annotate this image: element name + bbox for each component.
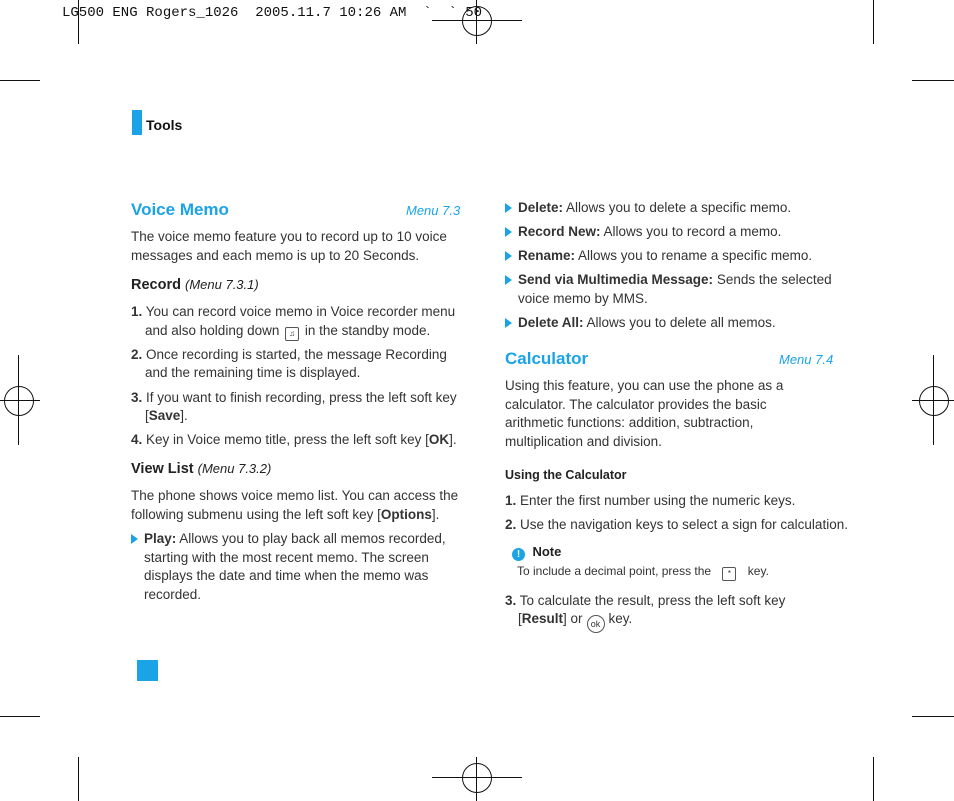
registration-mark-icon [4, 386, 34, 416]
text-span: Sends the selected [716, 272, 832, 287]
text-line: displays the date and time when the memo was [144, 568, 429, 583]
text-span: Enter the first number using the numeric keys. [520, 493, 796, 508]
note-icon: ! [512, 548, 525, 561]
record-step-3 [131, 389, 457, 408]
bullet-label: Delete All: [518, 315, 584, 330]
calculator-menu-ref: Menu 7.4 [779, 352, 834, 367]
ok-key-icon: ok [587, 615, 605, 633]
step-number: 3. [131, 390, 143, 405]
crop-mark [912, 80, 954, 81]
crop-mark [0, 716, 40, 717]
bullet-arrow-icon [505, 251, 512, 261]
print-header: LG500 ENG Rogers_1026 2005.11.7 10:26 AM ` ` 50 [62, 5, 483, 21]
options-key-label: Options [380, 506, 432, 522]
record-step-2 [131, 346, 447, 365]
text-line: calculator. The calculator provides the basic [505, 396, 767, 412]
record-menu-ref: (Menu 7.3.1) [185, 277, 259, 292]
bullet-arrow-icon [505, 227, 512, 237]
text-span: To include a decimal point, press the [517, 564, 712, 578]
text-line: Once recording is started, the message Recording [146, 347, 447, 362]
text-line: starting with the most recent memo. The screen [144, 549, 429, 565]
text-span: Allows you to rename a specific memo. [578, 248, 813, 263]
registration-mark-icon [462, 763, 492, 793]
text-span: ] or [563, 611, 583, 626]
bullet-label: Send via Multimedia Message: [518, 272, 714, 287]
bracket: ]. [431, 506, 440, 522]
text-line: recorded. [144, 586, 202, 602]
text-line: in the standby mode. [304, 323, 431, 338]
note-heading [512, 543, 561, 561]
voice-memo-menu-ref: Menu 7.3 [406, 203, 461, 218]
text-line: The voice memo feature you to record up to 10 voice [131, 229, 447, 244]
record-step-1-cont [145, 322, 430, 341]
bullet-text [518, 199, 791, 218]
crop-mark [873, 757, 874, 801]
text-span: Allows you to play back all memos recorded, [179, 531, 446, 546]
star-key-icon: * [722, 567, 736, 581]
ok-key-label: OK [428, 432, 450, 447]
text-line: You can record voice memo in Voice recorder menu [145, 304, 456, 319]
step-number: 2. [131, 347, 143, 362]
bullet-arrow-icon [505, 275, 512, 285]
bullet-text [518, 223, 781, 242]
step-number: 3. [505, 593, 517, 608]
bullet-arrow-icon [505, 203, 512, 213]
text-line: arithmetic functions: addition, subtraction, [505, 415, 754, 430]
calc-step-1 [505, 492, 795, 511]
result-key-label: Result [521, 611, 564, 626]
text-line: If you want to finish recording, press the left soft key [146, 390, 457, 405]
text-line: multiplication and division. [505, 433, 662, 449]
bracket: ]. [449, 432, 457, 447]
voice-key-icon: ♫ [285, 327, 299, 341]
view-list-title: View List [131, 461, 194, 477]
section-tab [132, 110, 142, 135]
crop-mark [0, 80, 40, 81]
view-list-intro [131, 487, 458, 524]
text-line: Using this feature, you can use the phone as a [505, 378, 784, 393]
bullet-label: Delete: [518, 200, 564, 215]
bracket: [ [518, 611, 522, 626]
bullet-arrow-icon [131, 534, 138, 544]
text-line: Key in Voice memo title, press the left soft key [ [146, 432, 429, 447]
text-span: Use the navigation keys to select a sign for calculation. [520, 517, 848, 532]
step-number: 1. [131, 304, 143, 319]
section-label: Tools [146, 117, 183, 133]
text-span: Allows you to record a memo. [603, 224, 782, 239]
bullet-label: Record New: [518, 224, 601, 239]
bullet-arrow-icon [505, 318, 512, 328]
text-line: voice memo by MMS. [518, 290, 648, 306]
using-calculator-heading: Using the Calculator [505, 468, 627, 482]
voice-memo-intro [131, 228, 447, 265]
record-title: Record [131, 277, 181, 293]
step-number: 2. [505, 517, 517, 532]
page-marker [137, 660, 158, 681]
bullet-text [518, 314, 776, 333]
text-line: The phone shows voice memo list. You can access the [131, 488, 459, 503]
registration-mark-icon [919, 386, 949, 416]
crop-mark [873, 0, 874, 44]
note-title: Note [532, 544, 562, 559]
record-subtitle [131, 277, 259, 293]
step-number: 4. [131, 432, 143, 447]
crop-mark [912, 716, 954, 717]
text-line [131, 506, 458, 525]
record-step-1 [131, 303, 455, 322]
step-number: 1. [505, 493, 517, 508]
view-list-subtitle [131, 461, 271, 477]
record-step-2-cont: and the remaining time is displayed. [145, 365, 361, 380]
calculator-intro [505, 377, 783, 451]
calc-step-3 [505, 592, 785, 611]
text-span: To calculate the result, press the left soft key [519, 593, 786, 608]
text-span: key. [747, 564, 769, 578]
text-span: key. [608, 611, 633, 626]
crop-mark [78, 757, 79, 801]
text-line: messages and each memo is up to 20 Seconds. [131, 247, 420, 263]
text-span: Allows you to delete a specific memo. [566, 200, 792, 215]
view-list-menu-ref: (Menu 7.3.2) [197, 461, 272, 476]
bracket: [ [145, 408, 149, 423]
record-step-4 [131, 431, 457, 450]
bullet-text [518, 271, 832, 308]
bullet-text [518, 247, 812, 266]
text-line: and also holding down [145, 323, 280, 338]
calculator-title: Calculator [505, 349, 589, 368]
record-step-3-cont [145, 407, 188, 426]
note-text [517, 563, 769, 581]
bullet-label: Rename: [518, 248, 576, 263]
save-key-label: Save [148, 408, 181, 423]
bullet-label: Play: [144, 531, 177, 546]
voice-memo-title: Voice Memo [131, 200, 229, 219]
text-span: Allows you to delete all memos. [586, 315, 776, 330]
bracket: ]. [180, 408, 188, 423]
calc-step-3-cont [518, 610, 632, 633]
bullet-text [144, 530, 446, 604]
calc-step-2 [505, 516, 848, 535]
text-span: following submenu using the left soft key [ [131, 506, 381, 522]
